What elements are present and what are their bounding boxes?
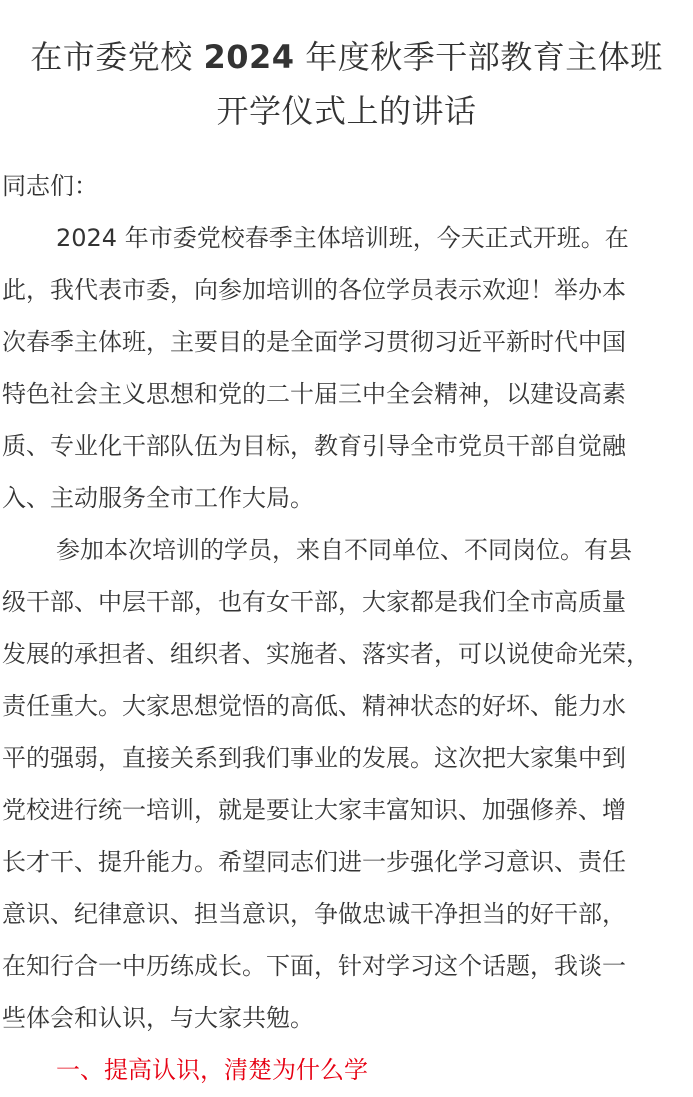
paragraph-1 — [0, 212, 693, 524]
title-prefix: 在市委党校 — [30, 38, 204, 76]
paragraph-line: 长才干、提升能力。希望同志们进一步强化学习意识、责任 — [2, 848, 626, 876]
paragraph-line: 入、主动服务全市工作大局。 — [2, 484, 314, 512]
paragraph-line: 在知行合一中历练成长。下面，针对学习这个话题，我谈一 — [2, 952, 626, 980]
paragraph-line: 次春季主体班，主要目的是全面学习贯彻习近平新时代中国 — [2, 328, 626, 356]
paragraph-line: 平的强弱，直接关系到我们事业的发展。这次把大家集中到 — [2, 744, 626, 772]
paragraph-line: 参加本次培训的学员，来自不同单位、不同岗位。有县 — [56, 536, 632, 564]
paragraph-line: 级干部、中层干部，也有女干部，大家都是我们全市高质量 — [2, 588, 626, 616]
paragraph-line: 特色社会主义思想和党的二十届三中全会精神，以建设高素 — [2, 380, 626, 408]
paragraph-line: 发展的承担者、组织者、实施者、落实者，可以说使命光荣， — [2, 640, 650, 668]
section-heading: 一、提高认识，清楚为什么学 — [56, 1056, 368, 1084]
paragraph-line: 2024 年市委党校春季主体培训班，今天正式开班。在 — [56, 224, 629, 252]
paragraph-line: 意识、纪律意识、担当意识，争做忠诚干净担当的好干部， — [2, 900, 626, 928]
title-suffix: 年度秋季干部教育主体班 — [294, 38, 663, 76]
paragraph-line: 责任重大。大家思想觉悟的高低、精神状态的好坏、能力水 — [2, 692, 626, 720]
paragraph-line: 党校进行统一培训，就是要让大家丰富知识、加强修养、增 — [2, 796, 626, 824]
title-line-1 — [30, 38, 662, 76]
paragraph-line: 此，我代表市委，向参加培训的各位学员表示欢迎！举办本 — [2, 276, 626, 304]
speech-body — [0, 160, 693, 1096]
title-line-2: 开学仪式上的讲话 — [216, 92, 477, 130]
paragraph-line: 些体会和认识，与大家共勉。 — [2, 1004, 314, 1032]
greeting: 同志们： — [2, 172, 98, 200]
document-title — [0, 0, 693, 138]
title-year: 2024 — [203, 38, 295, 76]
paragraph-2 — [0, 524, 693, 1044]
paragraph-line: 质、专业化干部队伍为目标，教育引导全市党员干部自觉融 — [2, 432, 626, 460]
